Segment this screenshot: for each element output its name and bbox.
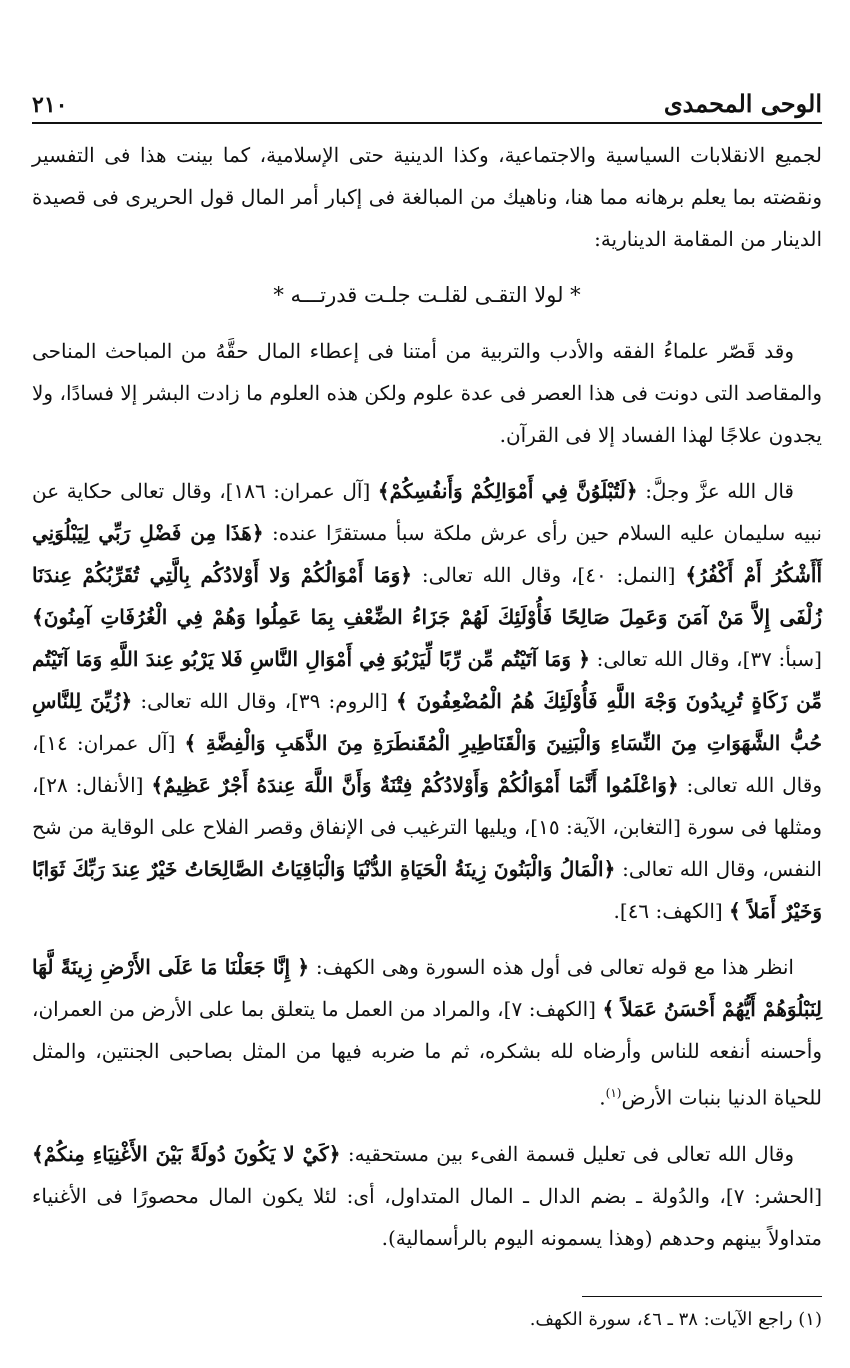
body-text [32, 134, 822, 1273]
quran-quote: ﴿ وَمَا آتَيْتُم مِّن رِّبًا لِّيَرْبُوَ فِي أَمْوَالِ النَّاسِ فَلا يَرْبُو عِندَ اللَّهِ وَمَا آتَيْتُم مِّن زَكَاةٍ تُرِيدُونَ وَجْهَ اللَّهِ فَأُوْلَئِكَ هُمُ الْمُضْعِفُونَ ﴾ [32, 647, 823, 713]
running-title: الوحى المحمدى [663, 89, 822, 118]
text-segment: [الكهف: ٧]، والمراد من العمل ما يتعلق بما على الأرض من العمران، وأحسنه أنفعه للناس وأرضاه لله بشكره، ثم ما ضربه فيها من المثل بصاحبى الجنتين، والمثل للحياة الدنيا بنبات الأرض [32, 997, 822, 1110]
text-segment: وقال الله تعالى فى تعليل قسمة الفىء بين مستحقيه: [340, 1141, 795, 1166]
paragraph-2: وقد قَصّر علماءُ الفقه والأدب والتربية من أمتنا فى إعطاء المال حقَّهُ من المباحث المناحى والمقاصد التى دونت فى هذا العصر فى عدة علوم ولكن هذه العلوم ما زادت البشر إلا فسادًا، ولا يجدون علاجًا لهذا الفساد إلا فى القرآن. [32, 339, 822, 447]
paragraph-1: لجميع الانقلابات السياسية والاجتماعية، وكذا الدينية حتى الإسلامية، كما بينت هذا فى التفسير ونقضته بما يعلم برهانه مما هنا، وناهيك من المبالغة فى إكبار أمر المال قول الحريرى فى قصيدة الدينار من المقامة الدينارية: [32, 143, 822, 251]
text-segment: انظر هذا مع قوله تعالى فى أول هذه السورة وهى الكهف: [309, 955, 794, 979]
text-segment: [آل عمران: ١٤]، وقال الله تعالى: [32, 731, 822, 797]
text-segment: . [599, 1085, 606, 1110]
footnote-reference[interactable]: (١) [605, 1086, 622, 1100]
paragraph-4 [32, 946, 822, 1119]
text-segment: [الأنفال: ٢٨]، ومثلها فى سورة [التغابن، الآية: ١٥]، ويليها الترغيب فى الإنفاق وقصر الفلاح على الوقاية من شح النفس، وقال الله تعالى: [32, 773, 822, 881]
page-header [32, 84, 822, 118]
poem-verse: * لولا التقـى لقلـت جلـت قدرتـــه * [273, 283, 581, 307]
page-number: ٢١٠ [32, 92, 68, 118]
text-segment: قال الله عزَّ وجلَّ: [637, 479, 794, 503]
quran-quote: ﴿لَتُبْلَوُنَّ فِي أَمْوَالِكُمْ وَأَنفُسِكُمْ﴾ [377, 479, 638, 503]
quran-quote: ﴿كَيْ لا يَكُونَ دُولَةً بَيْنَ الأَغْنِيَاءِ مِنكُمْ﴾ [32, 1141, 341, 1166]
quran-quote: ﴿ إِنَّا جَعَلْنَا مَا عَلَى الأَرْضِ زِينَةً لَّهَا لِنَبْلُوَهُمْ أَيُّهُمْ أَحْسَنُ عَمَلاً ﴾ [32, 955, 822, 1021]
footnote-rule [582, 1296, 822, 1297]
text-segment: [الروم: ٣٩]، وقال الله تعالى: [132, 689, 397, 713]
quran-quote: ﴿هَذَا مِن فَضْلِ رَبِّي لِيَبْلُوَنِي أَأَشْكُرُ أَمْ أَكْفُرُ﴾ [32, 521, 823, 587]
quran-quote: ﴿وَاعْلَمُوا أَنَّمَا أَمْوَالُكُمْ وَأَوْلادُكُمْ فِتْنَةٌ وَأَنَّ اللَّهَ عِندَهُ أَجْرٌ عَظِيمٌ﴾ [151, 773, 679, 797]
quran-quote: ﴿الْمَالُ وَالْبَنُونَ زِينَةُ الْحَيَاةِ الدُّنْيَا وَالْبَاقِيَاتُ الصَّالِحَاتُ خَيْرٌ عِندَ رَبِّكَ ثَوَابًا وَخَيْرٌ أَمَلاً ﴾ [32, 857, 822, 923]
header-rule [32, 122, 822, 124]
footnote: (١) راجع الآيات: ٣٨ ـ ٤٦، سورة الكهف. [529, 1309, 822, 1330]
text-segment: [الحشر: ٧]، والدُولة ـ بضم الدال ـ المال المتداول، أى: لئلا يكون المال محصورًا فى الأغنياء متداولاً بينهم وحدهم (وهذا يسمونه اليوم بالرأسمالية). [32, 1183, 823, 1250]
text-segment: [النمل: ٤٠]، وقال الله تعالى: [412, 563, 686, 587]
text-segment: [الكهف: ٤٦]. [613, 899, 730, 923]
text-segment: [آل عمران: ١٨٦]، وقال تعالى حكاية عن نبيه سليمان عليه السلام حين رأى عرش ملكة سبأ مستقرًا عنده: [32, 479, 822, 545]
paragraph-3 [32, 470, 822, 932]
quran-quote: ﴿زُيِّنَ لِلنَّاسِ حُبُّ الشَّهَوَاتِ مِنَ النِّسَاءِ وَالْبَنِينَ وَالْقَنَاطِيرِ الْمُقَنطَرَةِ مِنَ الذَّهَبِ وَالْفِضَّةِ ﴾ [32, 689, 822, 755]
text-segment: [سبأ: ٣٧]، وقال الله تعالى: [589, 647, 822, 671]
quran-quote: ﴿وَمَا أَمْوَالُكُمْ وَلا أَوْلادُكُم بِالَّتِي تُقَرِّبُكُمْ عِندَنَا زُلْفَى إِلاَّ مَنْ آمَنَ وَعَمِلَ صَالِحًا فَأُوْلَئِكَ لَهُمْ جَزَاءُ الضِّعْفِ بِمَا عَمِلُوا وَهُمْ فِي الْغُرُفَاتِ آمِنُونَ﴾ [32, 563, 822, 629]
paragraph-5 [32, 1133, 822, 1259]
